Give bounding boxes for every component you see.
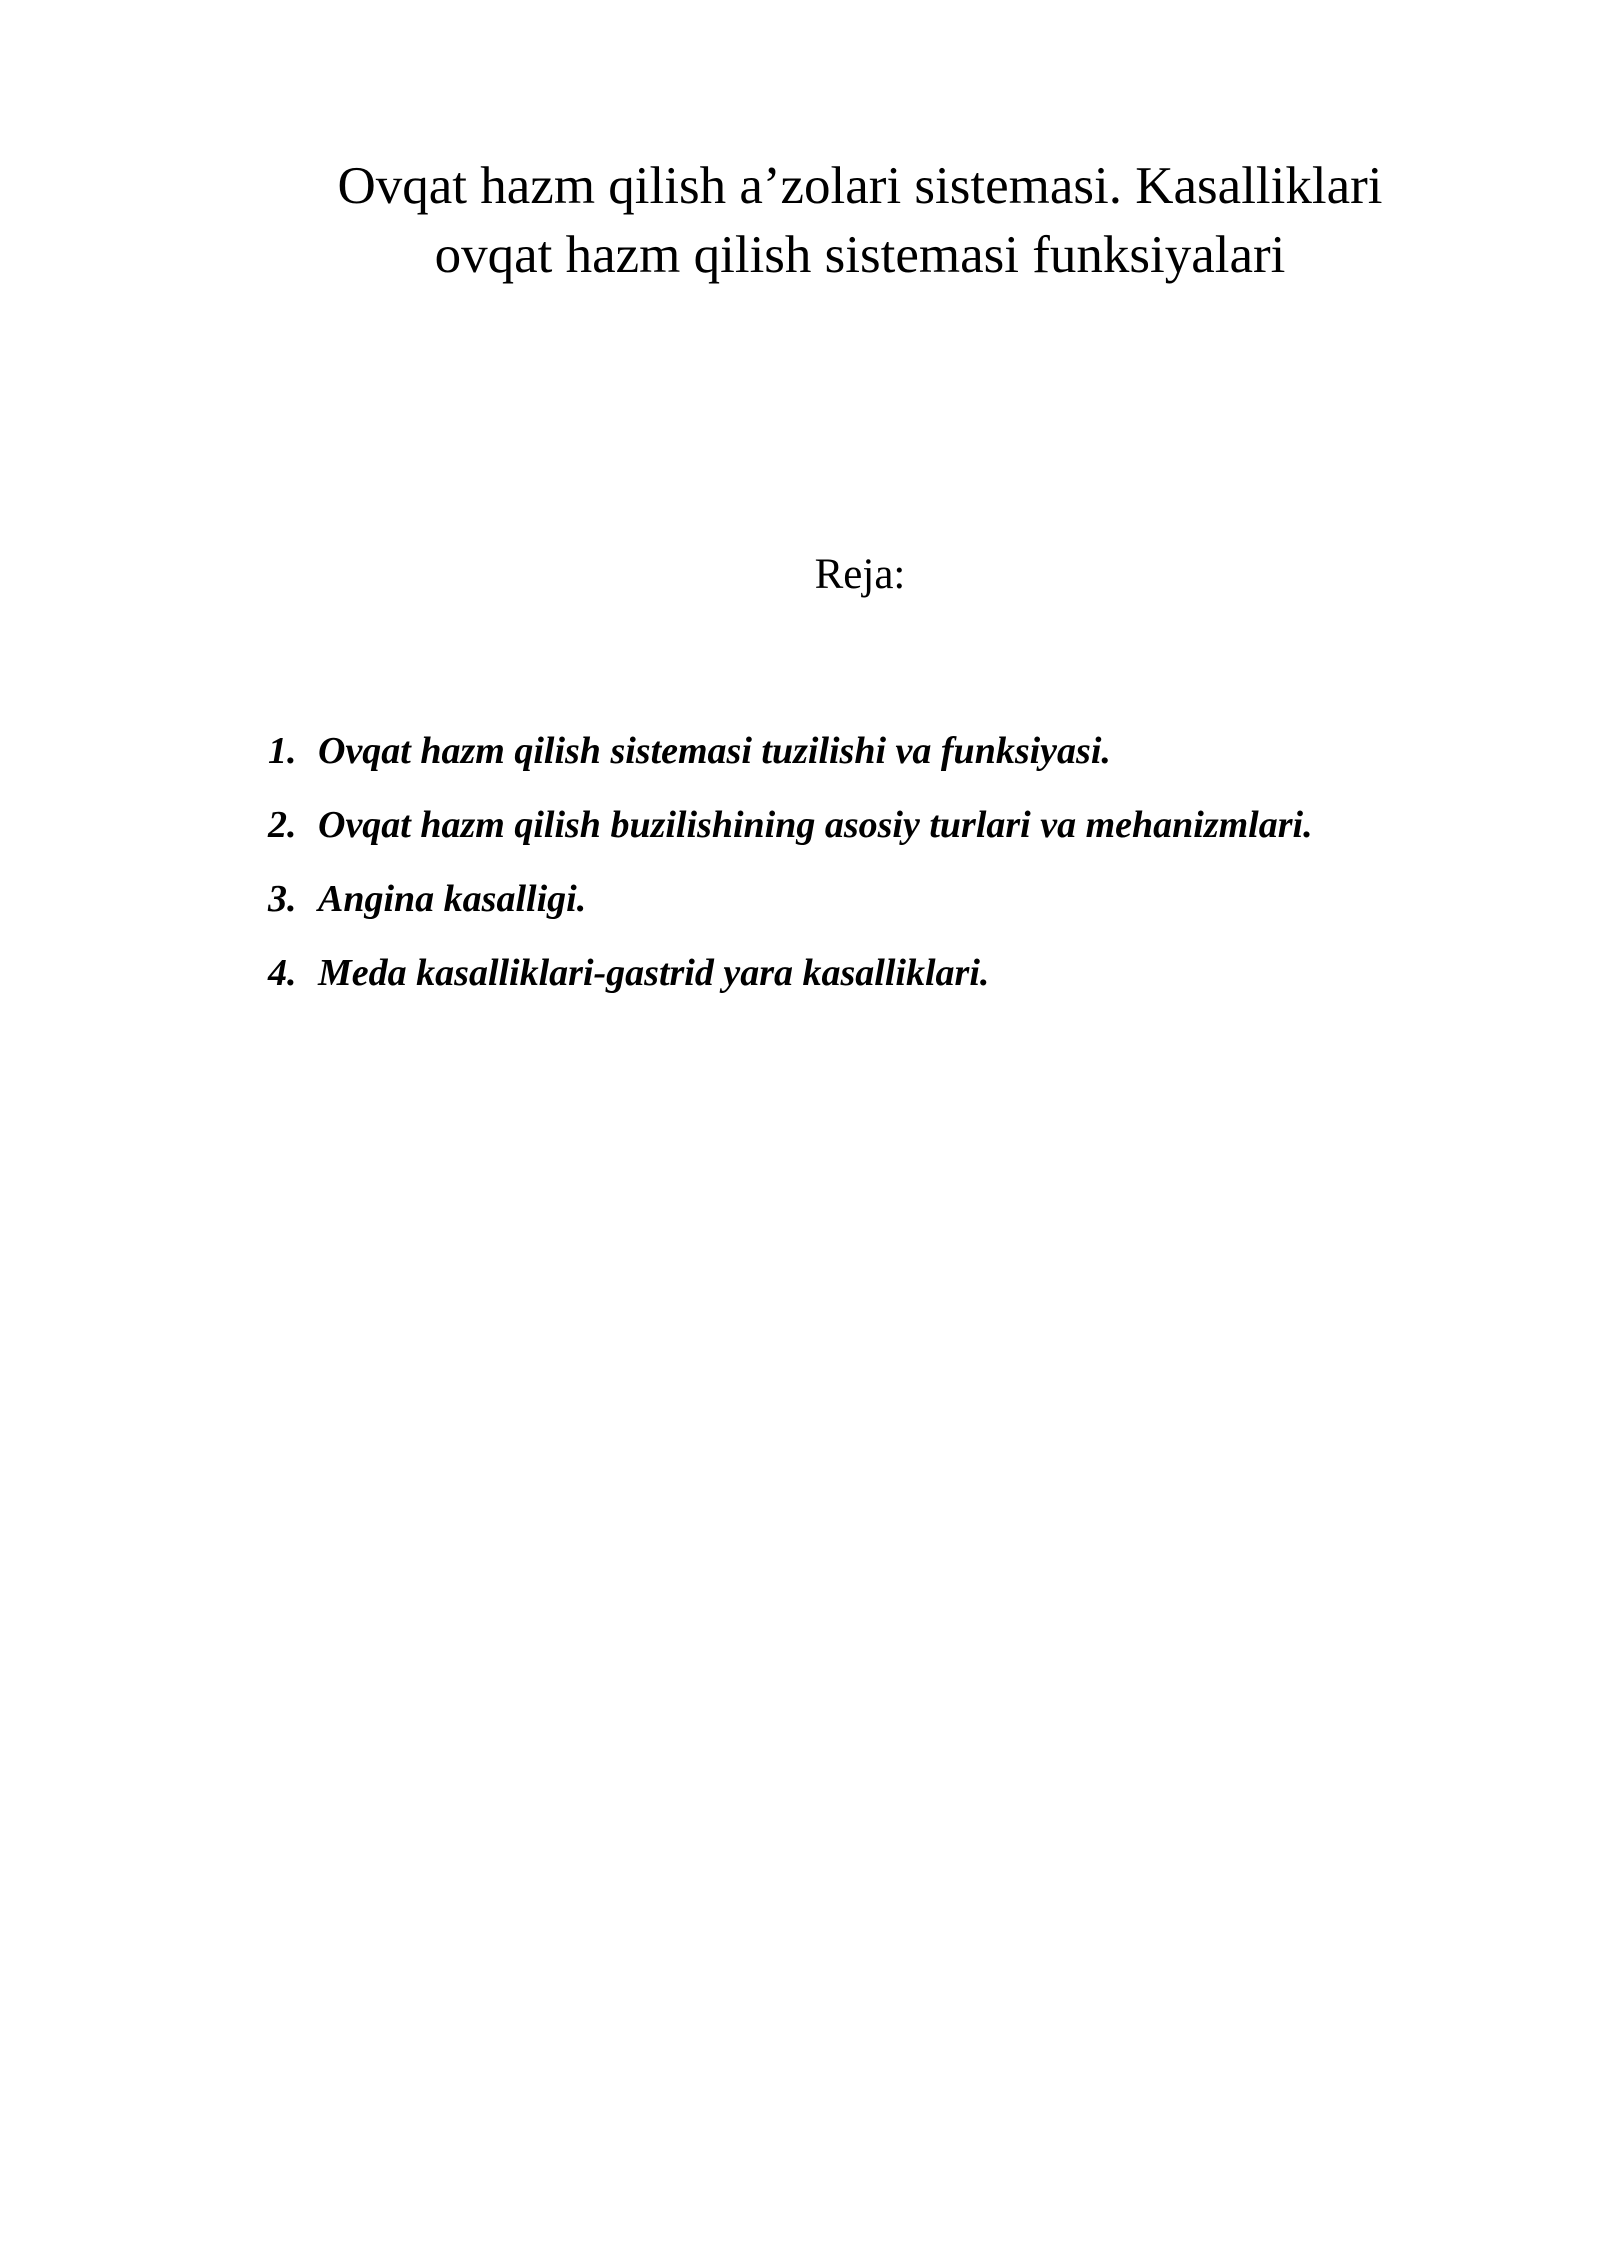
title-line-2: ovqat hazm qilish sistemasi funksiyalari [434, 226, 1286, 284]
plan-item-number: 2. [268, 804, 297, 846]
plan-item [268, 862, 1528, 936]
plan-item-text: Ovqat hazm qilish buzilishining asosiy turlari va mehanizmlari. [318, 804, 1313, 846]
plan-item [268, 714, 1528, 788]
plan-list [268, 714, 1528, 1010]
plan-item-text: Meda kasalliklari-gastrid yara kasalliklari. [318, 952, 990, 994]
plan-item-text: Angina kasalligi. [318, 878, 587, 920]
plan-item-number: 4. [268, 952, 297, 994]
title-line-1: Ovqat hazm qilish a’zolari sistemasi. Kasalliklari [337, 157, 1383, 215]
plan-heading: Reja: [814, 551, 906, 598]
plan-item-number: 1. [268, 730, 297, 772]
plan-item [268, 788, 1528, 862]
document-title [200, 152, 1520, 290]
plan-item-number: 3. [268, 878, 297, 920]
plan-item-text: Ovqat hazm qilish sistemasi tuzilishi va funksiyasi. [318, 730, 1111, 772]
plan-item [268, 936, 1528, 1010]
